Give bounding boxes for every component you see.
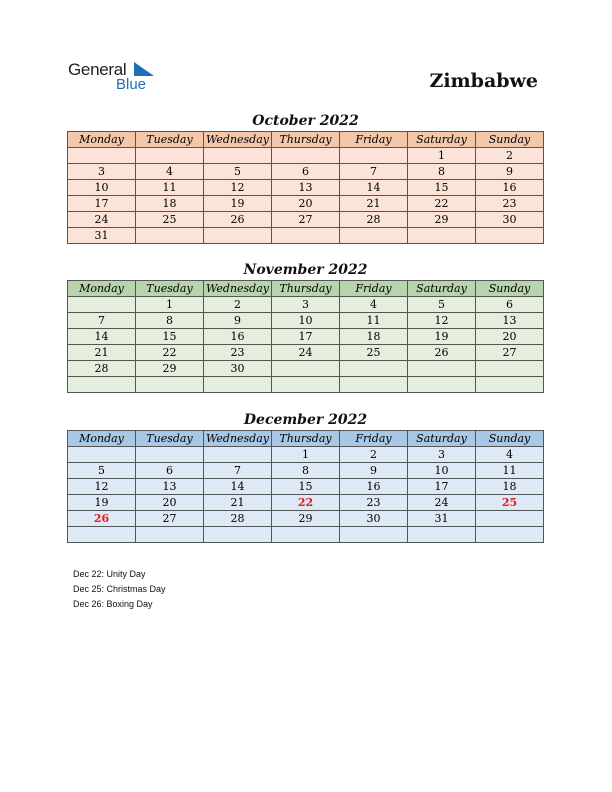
day-cell: 19 [204, 196, 272, 212]
calendar-table [67, 131, 544, 244]
day-cell: 19 [68, 495, 136, 511]
day-cell: 21 [204, 495, 272, 511]
day-cell: 2 [476, 148, 544, 164]
weekday-header-row [68, 431, 544, 447]
day-cell: 12 [408, 313, 476, 329]
week-row [68, 463, 544, 479]
day-cell: 26 [68, 511, 136, 527]
day-cell: 14 [68, 329, 136, 345]
week-row [68, 297, 544, 313]
day-cell: 27 [476, 345, 544, 361]
day-cell: 25 [476, 495, 544, 511]
day-cell: 5 [68, 463, 136, 479]
general-blue-logo [68, 60, 168, 96]
day-cell: 22 [136, 345, 204, 361]
holiday-notes [73, 567, 166, 612]
day-cell [408, 361, 476, 377]
week-row [68, 212, 544, 228]
day-cell: 22 [408, 196, 476, 212]
day-cell: 10 [272, 313, 340, 329]
day-cell: 1 [136, 297, 204, 313]
day-cell: 11 [136, 180, 204, 196]
month-november [67, 260, 544, 393]
day-cell [476, 377, 544, 393]
day-cell [272, 148, 340, 164]
day-cell: 18 [476, 479, 544, 495]
holiday-note: Dec 25: Christmas Day [73, 584, 166, 594]
weekday-header: Wednesday [204, 281, 272, 297]
day-cell: 31 [408, 511, 476, 527]
day-cell [204, 148, 272, 164]
day-cell [136, 148, 204, 164]
day-cell: 7 [68, 313, 136, 329]
holiday-note: Dec 22: Unity Day [73, 569, 146, 579]
day-cell [476, 511, 544, 527]
day-cell: 15 [136, 329, 204, 345]
week-row [68, 479, 544, 495]
day-cell [476, 527, 544, 543]
weekday-header: Friday [340, 281, 408, 297]
day-cell [136, 447, 204, 463]
day-cell: 28 [204, 511, 272, 527]
weekday-header: Saturday [408, 281, 476, 297]
weekday-header: Monday [68, 281, 136, 297]
day-cell [476, 228, 544, 244]
day-cell [68, 148, 136, 164]
week-row [68, 228, 544, 244]
day-cell: 19 [408, 329, 476, 345]
week-row [68, 329, 544, 345]
day-cell [68, 377, 136, 393]
day-cell [476, 361, 544, 377]
day-cell: 25 [340, 345, 408, 361]
day-cell: 30 [204, 361, 272, 377]
day-cell: 22 [272, 495, 340, 511]
day-cell: 31 [68, 228, 136, 244]
week-row [68, 164, 544, 180]
day-cell: 15 [408, 180, 476, 196]
day-cell [272, 228, 340, 244]
day-cell: 8 [272, 463, 340, 479]
weekday-header: Friday [340, 132, 408, 148]
day-cell: 8 [136, 313, 204, 329]
day-cell: 7 [204, 463, 272, 479]
day-cell: 7 [340, 164, 408, 180]
calendar-table [67, 430, 544, 543]
day-cell: 23 [204, 345, 272, 361]
weekday-header: Monday [68, 431, 136, 447]
day-cell: 16 [204, 329, 272, 345]
week-row [68, 377, 544, 393]
logo-word-general: General [68, 60, 127, 79]
day-cell: 4 [476, 447, 544, 463]
holiday-note: Dec 26: Boxing Day [73, 599, 153, 609]
weekday-header: Sunday [476, 281, 544, 297]
weekday-header-row [68, 132, 544, 148]
logo-word-blue: Blue [116, 76, 147, 93]
day-cell: 23 [340, 495, 408, 511]
day-cell: 5 [204, 164, 272, 180]
week-row [68, 196, 544, 212]
day-cell: 16 [476, 180, 544, 196]
week-row [68, 361, 544, 377]
day-cell: 17 [68, 196, 136, 212]
weekday-header: Saturday [408, 132, 476, 148]
day-cell: 24 [68, 212, 136, 228]
day-cell [136, 527, 204, 543]
day-cell: 15 [272, 479, 340, 495]
month-december [67, 410, 544, 543]
day-cell: 18 [136, 196, 204, 212]
day-cell: 4 [340, 297, 408, 313]
day-cell: 20 [476, 329, 544, 345]
day-cell: 1 [408, 148, 476, 164]
day-cell: 11 [476, 463, 544, 479]
week-row [68, 345, 544, 361]
day-cell [408, 527, 476, 543]
weekday-header: Tuesday [136, 132, 204, 148]
weekday-header: Thursday [272, 132, 340, 148]
day-cell [204, 377, 272, 393]
day-cell [204, 527, 272, 543]
day-cell [204, 228, 272, 244]
week-row [68, 511, 544, 527]
week-row [68, 313, 544, 329]
day-cell: 28 [68, 361, 136, 377]
day-cell: 24 [408, 495, 476, 511]
week-row [68, 148, 544, 164]
day-cell [340, 377, 408, 393]
day-cell: 21 [340, 196, 408, 212]
weekday-header: Tuesday [136, 281, 204, 297]
day-cell: 27 [136, 511, 204, 527]
day-cell: 29 [272, 511, 340, 527]
day-cell: 9 [476, 164, 544, 180]
day-cell [408, 377, 476, 393]
month-title: December 2022 [243, 412, 368, 428]
day-cell [68, 447, 136, 463]
weekday-header: Wednesday [204, 132, 272, 148]
day-cell [68, 527, 136, 543]
day-cell: 3 [408, 447, 476, 463]
week-row [68, 447, 544, 463]
month-title: November 2022 [243, 262, 368, 278]
month-october [67, 111, 544, 244]
week-row [68, 527, 544, 543]
day-cell: 16 [340, 479, 408, 495]
day-cell: 6 [272, 164, 340, 180]
day-cell: 17 [272, 329, 340, 345]
weekday-header: Sunday [476, 431, 544, 447]
day-cell [340, 148, 408, 164]
weekday-header: Sunday [476, 132, 544, 148]
day-cell [272, 377, 340, 393]
day-cell [340, 361, 408, 377]
weekday-header: Tuesday [136, 431, 204, 447]
day-cell: 25 [136, 212, 204, 228]
day-cell: 3 [272, 297, 340, 313]
day-cell: 2 [204, 297, 272, 313]
weekday-header: Thursday [272, 431, 340, 447]
day-cell [272, 527, 340, 543]
day-cell: 20 [136, 495, 204, 511]
day-cell [272, 361, 340, 377]
weekday-header: Monday [68, 132, 136, 148]
day-cell [340, 228, 408, 244]
weekday-header: Saturday [408, 431, 476, 447]
week-row [68, 495, 544, 511]
day-cell: 8 [408, 164, 476, 180]
day-cell: 13 [476, 313, 544, 329]
logo-triangle-icon [134, 62, 154, 76]
day-cell: 18 [340, 329, 408, 345]
day-cell: 3 [68, 164, 136, 180]
day-cell: 29 [136, 361, 204, 377]
day-cell: 6 [476, 297, 544, 313]
weekday-header: Thursday [272, 281, 340, 297]
day-cell: 13 [272, 180, 340, 196]
day-cell: 28 [340, 212, 408, 228]
day-cell: 11 [340, 313, 408, 329]
day-cell [408, 228, 476, 244]
day-cell: 30 [476, 212, 544, 228]
day-cell: 12 [204, 180, 272, 196]
day-cell: 14 [204, 479, 272, 495]
month-title: October 2022 [252, 113, 359, 129]
country-title: Zimbabwe [429, 70, 538, 92]
day-cell: 29 [408, 212, 476, 228]
day-cell: 13 [136, 479, 204, 495]
day-cell: 24 [272, 345, 340, 361]
day-cell [136, 228, 204, 244]
day-cell: 10 [408, 463, 476, 479]
day-cell [340, 527, 408, 543]
day-cell: 21 [68, 345, 136, 361]
weekday-header: Wednesday [204, 431, 272, 447]
weekday-header: Friday [340, 431, 408, 447]
day-cell: 26 [204, 212, 272, 228]
day-cell: 26 [408, 345, 476, 361]
day-cell: 4 [136, 164, 204, 180]
week-row [68, 180, 544, 196]
day-cell: 23 [476, 196, 544, 212]
day-cell: 9 [204, 313, 272, 329]
day-cell: 2 [340, 447, 408, 463]
day-cell: 30 [340, 511, 408, 527]
day-cell: 9 [340, 463, 408, 479]
day-cell: 27 [272, 212, 340, 228]
day-cell: 14 [340, 180, 408, 196]
day-cell [136, 377, 204, 393]
calendar-table [67, 280, 544, 393]
day-cell: 10 [68, 180, 136, 196]
day-cell: 17 [408, 479, 476, 495]
day-cell: 5 [408, 297, 476, 313]
day-cell: 20 [272, 196, 340, 212]
day-cell: 1 [272, 447, 340, 463]
weekday-header-row [68, 281, 544, 297]
day-cell [68, 297, 136, 313]
day-cell: 12 [68, 479, 136, 495]
day-cell [204, 447, 272, 463]
day-cell: 6 [136, 463, 204, 479]
